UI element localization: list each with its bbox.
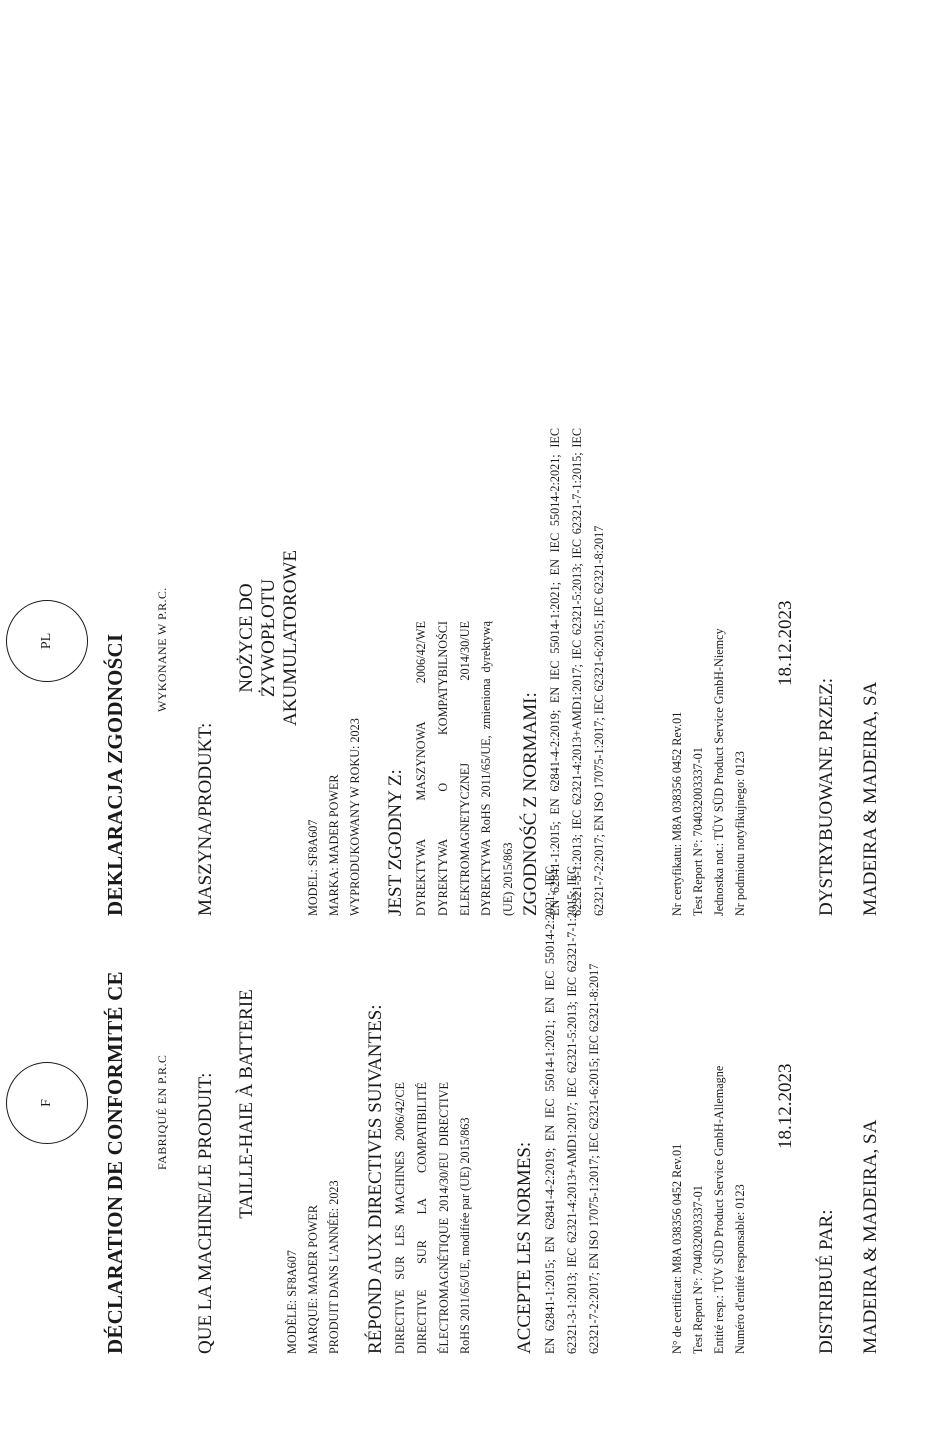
directives-heading: RÉPOND AUX DIRECTIVES SUIVANTES: bbox=[365, 1004, 386, 1354]
product-name: TAILLE-HAIE À BATTERIE bbox=[236, 989, 257, 1219]
product-year: PRODUIT DANS L'ANNÉE: 2023 bbox=[327, 1180, 341, 1354]
product-details bbox=[303, 718, 366, 916]
test-report: Test Report N°: 704032003337-01 bbox=[691, 747, 705, 916]
declaration-title: DEKLARACJA ZGODNOŚCI bbox=[103, 633, 127, 916]
certificate-details bbox=[667, 628, 751, 916]
certificate-number: Nr certyfikatu: M8A 038356 0452 Rev.01 bbox=[670, 711, 684, 916]
responsible-entity: Entité resp.: TÜV SÜD Product Service GmbH-Allemagne bbox=[712, 1065, 726, 1354]
directives-heading: JEST ZGODNY Z: bbox=[385, 769, 406, 916]
entity-number: Numéro d'entité responsable: 0123 bbox=[733, 1184, 747, 1354]
certificate-details bbox=[667, 1066, 751, 1354]
product-brand: MARKA: MADER POWER bbox=[327, 774, 341, 916]
machine-heading: QUE LA MACHINE/LE PRODUIT: bbox=[195, 1072, 216, 1354]
declaration-block-fr bbox=[0, 854, 950, 1354]
norms-heading: ACCEPTE LES NORMES: bbox=[514, 1141, 535, 1354]
notified-body-number: Nr podmiotu notyfikujnego: 0123 bbox=[733, 751, 747, 916]
norms-heading: ZGODNOŚĆ Z NORMAMI: bbox=[520, 692, 541, 916]
distributor-name: MADEIRA & MADEIRA, SA bbox=[860, 1119, 881, 1354]
language-badge-label: F bbox=[39, 1099, 54, 1107]
declaration-block-pl bbox=[0, 416, 950, 916]
directives-text: DIRECTIVE SUR LES MACHINES 2006/42/CE DIRECTIVE SUR LA COMPATIBILITÉ ÉLECTROMAGNÉTIQUE 2014/30/EU DIRECTIVE RoHS 2011/65/UE, modifiée par (UE) 2015/863 bbox=[393, 1082, 473, 1354]
certificate-number: N° de certificat: M8A 038356 0452 Rev.01 bbox=[670, 1143, 684, 1354]
norms-text: EN 62841-1:2015; EN 62841-4-2:2019; EN IEC 55014-1:2021; EN IEC 55014-2:2021; IEC 62321-3-1:2013; IEC 62321-4:2013+AMD1:2017; IEC 62321-5:2013; IEC 62321-7-1:2015; IEC 62321-7-2:2017; EN ISO 17075-1:2017; IEC 62321-6:2015; IEC 62321-8:2017 bbox=[543, 866, 601, 1354]
product-model: MODÈLE: SF8A607 bbox=[285, 1250, 299, 1354]
directives-text: DYREKTYWA MASZYNOWA 2006/42/WE DYREKTYWA O KOMPATYBILNOŚCI ELEKTROMAGNETYCZNEJ 2014/30/UE DYREKTYWA RoHS 2011/65/UE, zmieniona dyrektywą (UE) 2015/863 bbox=[414, 621, 516, 916]
product-model: MODEL: SF8A607 bbox=[306, 819, 320, 916]
product-name: NOŻYCE DO ŻYWOPŁOTU AKUMULATOROWE bbox=[236, 550, 301, 726]
declaration-title: DÉCLARATION DE CONFORMITÉ CE bbox=[103, 971, 127, 1354]
machine-heading: MASZYNA/PRODUKT: bbox=[195, 722, 216, 916]
made-in-subtitle: WYKONANE W P.R.C. bbox=[155, 587, 169, 712]
notified-body: Jednostka not.: TÜV SÜD Product Service GmbH-Niemcy bbox=[712, 628, 726, 916]
distributed-heading: DISTRIBUÉ PAR: bbox=[816, 1209, 837, 1354]
declaration-date: 18.12.2023 bbox=[775, 1063, 796, 1149]
language-badge-label: PL bbox=[39, 632, 54, 650]
made-in-subtitle: FABRIQUÉ EN P.R.C bbox=[155, 1054, 169, 1170]
test-report: Test Report N°: 704032003337-01 bbox=[691, 1185, 705, 1354]
distributed-heading: DYSTRYBUOWANE PRZEZ: bbox=[816, 677, 837, 916]
language-badge bbox=[6, 600, 88, 682]
product-brand: MARQUE: MADER POWER bbox=[306, 1205, 320, 1354]
distributor-name: MADEIRA & MADEIRA, SA bbox=[860, 681, 881, 916]
norms-text: EN 62841-1:2015; EN 62841-4-2:2019; EN IEC 55014-1:2021; EN IEC 55014-2:2021; IEC 62321-3-1:2013; IEC 62321-4:2013+AMD1:2017; IEC 62321-5:2013; IEC 62321-7-1:2015; IEC 62321-7-2:2017; EN ISO 17075-1:2017; IEC 62321-6:2015; IEC 62321-8:2017 bbox=[548, 428, 606, 916]
declaration-date: 18.12.2023 bbox=[775, 600, 796, 686]
language-badge bbox=[6, 1062, 88, 1144]
product-details bbox=[282, 1180, 345, 1354]
product-year: WYPRODUKOWANY W ROKU: 2023 bbox=[348, 718, 362, 916]
